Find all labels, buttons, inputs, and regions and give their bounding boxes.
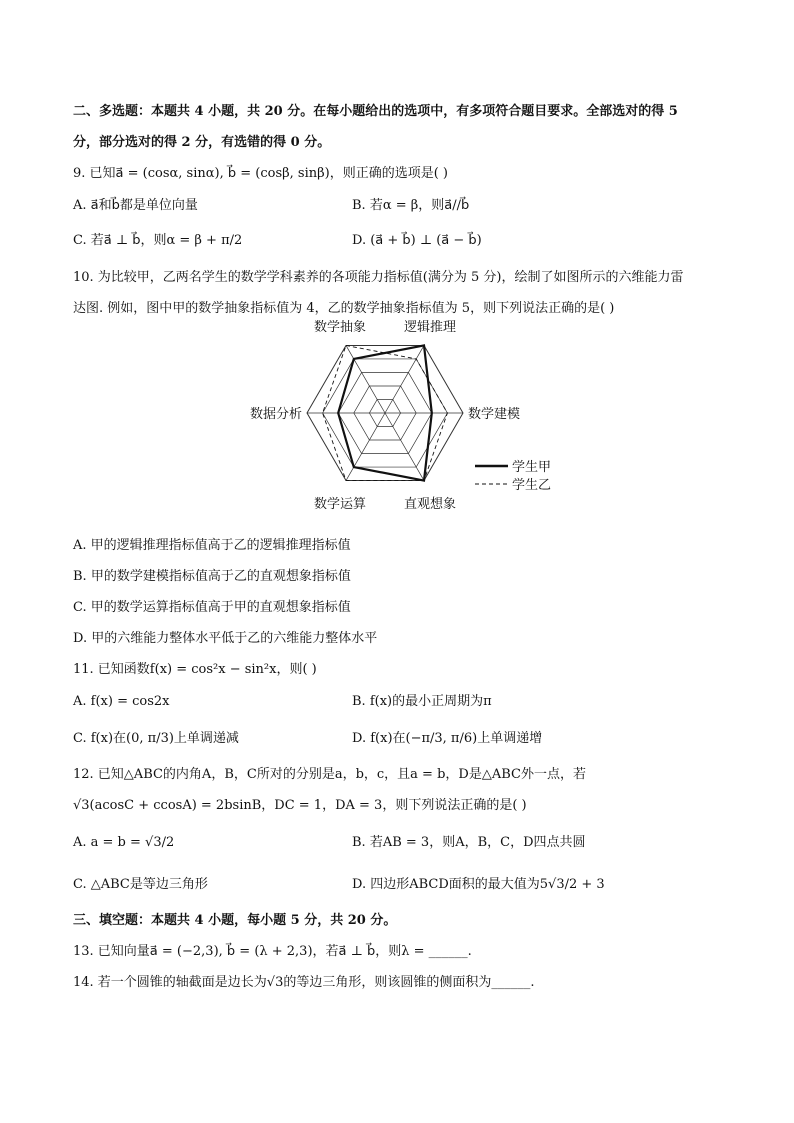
q12-option-c: C. △ABC是等边三角形 bbox=[73, 877, 208, 892]
q10-option-c: C. 甲的数学运算指标值高于甲的直观想象指标值 bbox=[73, 600, 351, 615]
q10-option-b: B. 甲的数学建模指标值高于乙的直观想象指标值 bbox=[73, 569, 351, 584]
q9-option-c: C. 若a⃗ ⊥ b⃗，则α = β + π/2 bbox=[73, 233, 243, 248]
radar-axis-labels bbox=[250, 320, 520, 510]
q12-option-a: A. a = b = √3/2 bbox=[73, 835, 175, 850]
radar-spoke-1 bbox=[385, 345, 424, 413]
radar-axis-label-0: 数学抽象 bbox=[313, 320, 367, 335]
q12-stem-line2: √3(acosC + ccosA) = 2bsinB，DC = 1，DA = 3，则下列说法正确的是( ) bbox=[73, 798, 527, 813]
q10-option-d: D. 甲的六维能力整体水平低于乙的六维能力整体水平 bbox=[73, 631, 378, 646]
q13-stem: 13. 已知向量a⃗ = (−2,3), b⃗ = (λ + 2,3)，若a⃗ ⊥ b⃗，则λ = ______. bbox=[73, 944, 472, 959]
q9-option-b: B. 若α = β，则a⃗//b⃗ bbox=[352, 198, 470, 213]
section2-header-line1: 二、多选题：本题共 4 小题，共 20 分。在每小题给出的选项中，有多项符合题目要求。全部选对的得 5 bbox=[73, 104, 678, 119]
legend-label-yi: 学生乙 bbox=[512, 478, 552, 493]
q9-option-d: D. (a⃗ + b⃗) ⊥ (a⃗ − b⃗) bbox=[352, 233, 482, 248]
radar-axis-label-2: 数学建模 bbox=[468, 407, 521, 422]
q12-option-d: D. 四边形ABCD面积的最大值为5√3/2 + 3 bbox=[352, 877, 605, 892]
radar-axis-label-3: 直观想象 bbox=[403, 497, 457, 510]
q12-stem-line1: 12. 已知△ABC的内角A，B，C所对的分别是a，b，c，且a = b，D是△ABC外一点，若 bbox=[73, 767, 586, 782]
section3-header: 三、填空题：本题共 4 小题，每小题 5 分，共 20 分。 bbox=[73, 913, 397, 928]
radar-grid bbox=[307, 345, 463, 480]
section2-header-line2: 分，部分选对的得 2 分，有选错的得 0 分。 bbox=[73, 135, 331, 150]
radar-spoke-0 bbox=[346, 345, 385, 413]
q9-stem: 9. 已知a⃗ = (cosα, sinα), b⃗ = (cosβ, sinβ)，则正确的选项是( ) bbox=[73, 166, 448, 181]
radar-spoke-4 bbox=[346, 413, 385, 481]
q9-option-a: A. a⃗和b⃗都是单位向量 bbox=[73, 198, 198, 213]
radar-spoke-3 bbox=[385, 413, 424, 481]
legend-label-jia: 学生甲 bbox=[512, 460, 552, 475]
q11-stem: 11. 已知函数f(x) = cos²x − sin²x，则( ) bbox=[73, 662, 317, 677]
radar-axis-label-4: 数学运算 bbox=[313, 497, 367, 510]
q10-stem-line1: 10. 为比较甲，乙两名学生的数学学科素养的各项能力指标值(满分为 5 分)，绘制了如图所示的六维能力雷 bbox=[73, 270, 684, 285]
q11-option-d: D. f(x)在(−π/3, π/6)上单调递增 bbox=[352, 731, 543, 746]
radar-axis-label-5: 数据分析 bbox=[249, 407, 302, 422]
q11-option-c: C. f(x)在(0, π/3)上单调递减 bbox=[73, 731, 239, 746]
radar-legend bbox=[475, 459, 551, 493]
radar-chart bbox=[230, 320, 570, 510]
radar-axis-label-1: 逻辑推理 bbox=[403, 320, 457, 335]
q10-stem-line2: 达图. 例如，图中甲的数学抽象指标值为 4，乙的数学抽象指标值为 5，则下列说法正确的是( ) bbox=[73, 301, 615, 316]
q11-option-b: B. f(x)的最小正周期为π bbox=[352, 694, 492, 709]
q12-option-b: B. 若AB = 3，则A，B，C，D四点共圆 bbox=[352, 835, 586, 850]
q14-stem: 14. 若一个圆锥的轴截面是边长为√3的等边三角形，则该圆锥的侧面积为______. bbox=[73, 975, 535, 990]
q11-option-a: A. f(x) = cos2x bbox=[73, 694, 170, 709]
q10-option-a: A. 甲的逻辑推理指标值高于乙的逻辑推理指标值 bbox=[73, 538, 351, 553]
